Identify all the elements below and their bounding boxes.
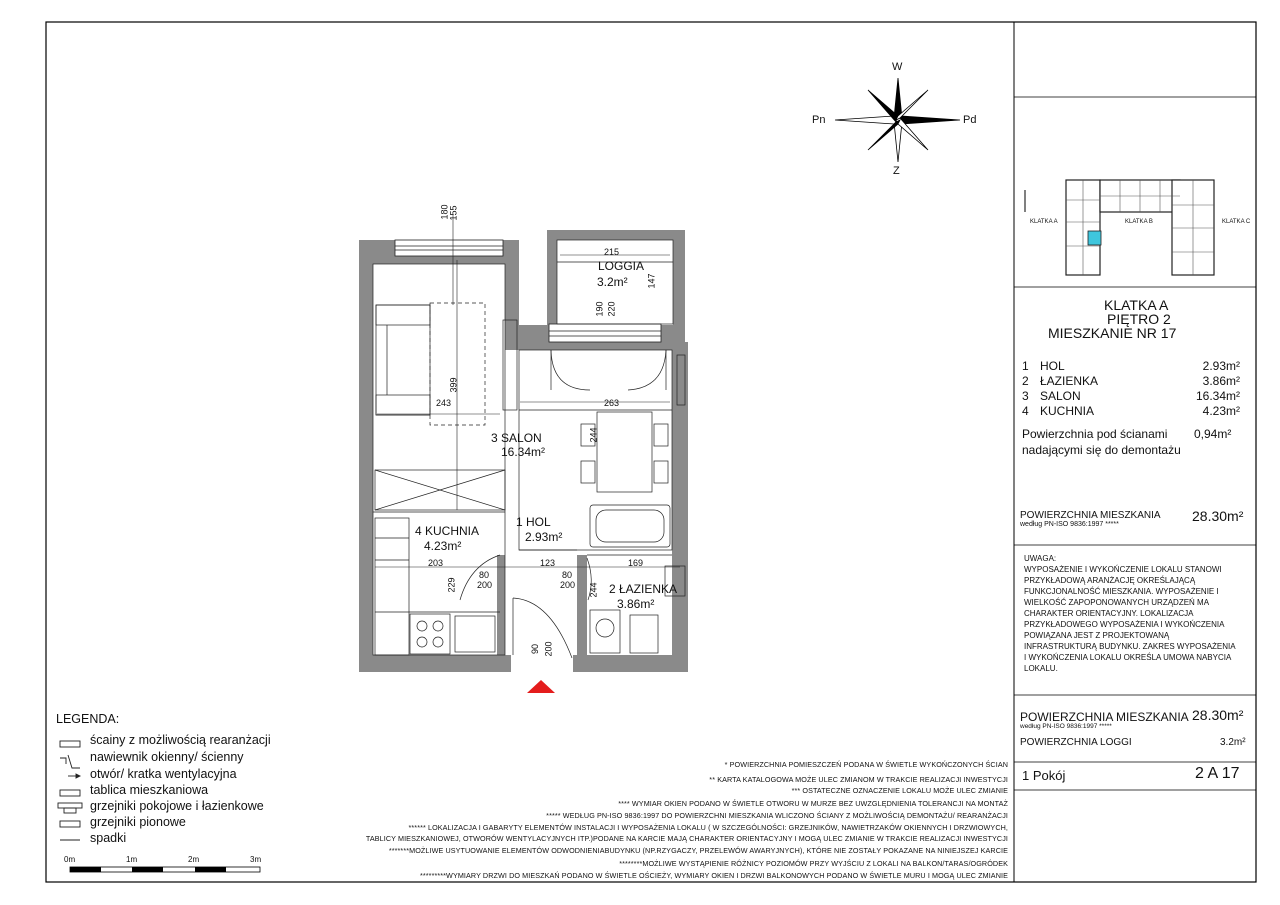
salon-area: 16.34m² — [501, 445, 546, 459]
dimension-label: 147 — [646, 273, 657, 289]
total2-standard: według PN-ISO 9836:1997 ***** — [1020, 723, 1112, 730]
dimension-label: 190 — [594, 301, 605, 317]
notice-line: PRZYKŁADOWEGO WYPOSAŻENIA I WYKOŃCZENIA — [1024, 620, 1225, 629]
loggia-name: LOGGIA — [598, 259, 645, 273]
notice-line: CHARAKTER ORIENTACYJNY. LOKALIZACJA — [1024, 609, 1194, 618]
stair-label: KLATKA A — [1104, 297, 1169, 313]
hall-name: 1 HOL — [516, 515, 551, 529]
footnote: ****** LOKALIZACJA I GABARYTY ELEMENTÓW INSTALACJI I WYPOSAŻENIA LOKALU ( W SZCZEGÓLNOŚCI: GRZEJNIKÓW, NAWIETRZAKÓW OKIENNYCH I DRZWIOWYCH, — [408, 823, 1008, 832]
key-plan-highlight — [1088, 231, 1101, 245]
dimension-label: 203 — [428, 558, 444, 568]
compass-east-label: Pd — [963, 114, 977, 126]
dimension-label: 80 — [479, 570, 490, 580]
legend-item: tablica mieszkaniowa — [90, 783, 209, 797]
footnote: ********MOŻLIWE WYSTĄPIENIE RÓŻNICY POZIOMÓW PRZY WYJŚCIU Z LOKALI NA BALKON/TARAS/OGRÓDEK — [619, 859, 1008, 868]
room-name: SALON — [1040, 389, 1081, 403]
room-number: 2 — [1022, 374, 1029, 388]
dimension-label: 180 — [439, 204, 450, 220]
room-count: 1 Pokój — [1022, 768, 1066, 783]
room-area: 4.23m² — [1202, 404, 1240, 418]
dimension-label: 399 — [448, 377, 459, 393]
walls-note-line2: nadającymi się do demontażu — [1022, 443, 1181, 457]
notice-line: POWIĄZANA JEST Z PROJEKTOWANĄ — [1024, 631, 1170, 640]
loggia-area-label: POWIERZCHNIA LOGGI — [1020, 737, 1132, 748]
kitchen-name: 4 KUCHNIA — [415, 524, 480, 538]
legend-item: otwór/ kratka wentylacyjna — [90, 767, 237, 781]
room-area: 2.93m² — [1202, 359, 1240, 373]
room-number: 1 — [1022, 359, 1029, 373]
room-area: 16.34m² — [1195, 389, 1240, 403]
dimension-label: 123 — [540, 558, 556, 568]
notice-line: LOKALU. — [1024, 664, 1058, 673]
key-plan-label-a: KLATKA A — [1030, 219, 1058, 225]
loggia-area-value: 3.2m² — [1220, 737, 1246, 748]
dimension-label: 229 — [446, 577, 457, 593]
footnote: **** WYMIAR OKIEN PODANO W ŚWIETLE OTWORU W MURZE BEZ UWZGLĘDNIENIA TOLERANCJI NA MONTAŻ — [618, 799, 1008, 808]
dimension-label: 155 — [448, 205, 459, 221]
notice-line: FUNKCJONALNOŚĆ MIESZKANIA. WYPOSAŻENIE I — [1024, 587, 1219, 596]
footnote: *********WYMIARY DRZWI DO MIESZKAŃ PODANO W ŚWIETLE OŚCIEŻY, WYMIARY OKIEN I DRZWI BALKONOWYCH PODANO W ŚWIETLE MURU I MOGĄ ULEC ZMIANIE — [419, 871, 1008, 880]
footnote: ***** WEDŁUG PN-ISO 9836:1997 DO POWIERZCHNI MIESZKANIA WLICZONO ŚCIANY Z MOŻLIWOŚCIĄ DEMONTAŻU/ REARANŻACJI — [546, 811, 1008, 820]
legend-symbols — [58, 741, 82, 840]
scale-label: 1m — [126, 855, 138, 864]
dimension-label: 220 — [606, 301, 617, 317]
notice-title: UWAGA: — [1024, 554, 1057, 563]
unit-code: 2 A 17 — [1195, 765, 1240, 782]
room-name: HOL — [1040, 359, 1065, 373]
footnote: TABLICY MIESZKANIOWEJ, OTWORÓW WENTYLACYJNYCH ITP.)PODANE NA KARCIE MAJĄ CHARAKTER ORIENTACYJNY I MOGĄ ULEC ZMIANIE W TRAKCIE REALIZACJI INWESTYCJI — [365, 834, 1008, 843]
room-number: 3 — [1022, 389, 1029, 403]
notice-line: WYPOSAŻENIE I WYKOŃCZENIE LOKALU STANOWI — [1024, 565, 1222, 574]
dimension-label: 200 — [543, 641, 554, 657]
bathroom-area: 3.86m² — [617, 597, 655, 611]
walls-note-line1: Powierzchnia pod ścianami — [1022, 427, 1168, 441]
notice-line: INFRASTRUKTURĄ BUDYNKU. ZAKRES WYPOSAŻENIA — [1024, 642, 1236, 651]
dimension-label: 244 — [588, 427, 599, 443]
dimension-label: 169 — [628, 558, 644, 568]
dimension-label: 263 — [604, 398, 620, 408]
key-plan-label-c: KLATKA C — [1222, 219, 1251, 225]
scale-label: 3m — [250, 855, 262, 864]
compass-north-label: W — [892, 61, 903, 73]
scale-bar — [70, 867, 260, 872]
total2-label: POWIERZCHNIA MIESZKANIA — [1020, 710, 1189, 724]
total-area-standard: według PN-ISO 9836:1997 ***** — [1020, 521, 1119, 528]
compass-west-label: Pn — [812, 114, 826, 126]
unit-label: MIESZKANIE NR 17 — [1048, 325, 1177, 341]
hall-area: 2.93m² — [525, 530, 563, 544]
bathroom-name: 2 ŁAZIENKA — [609, 582, 678, 596]
legend-item: ścainy z możliwością rearanżacji — [90, 733, 271, 747]
dimension-label: 200 — [560, 580, 576, 590]
footnote: *******MOŻLIWE USYTUOWANIE ELEMENTÓW ODWODNIENIABUDYNKU (NP.RZYGACZY, PRZELEWÓW AWARYJNYCH), KTÓRE NIE ZOSTAŁY POKAZANE NA NINIEJSZEJ KARCIE — [388, 846, 1008, 855]
dimension-label: 243 — [436, 398, 452, 408]
total2-value: 28.30m² — [1192, 707, 1244, 723]
dimension-label: 80 — [562, 570, 573, 580]
notice-line: WIELKOŚĆ ZAPOPONOWANYCH URZĄDZEŃ MA — [1024, 598, 1210, 607]
compass-south-label: Z — [893, 165, 900, 177]
scale-label: 2m — [188, 855, 200, 864]
dimension-label: 215 — [604, 247, 620, 257]
compass-rose-icon — [835, 78, 960, 162]
footnote: ** KARTA KATALOGOWA MOŻE ULEC ZMIANOM W TRAKCIE REALIZACJI INWESTYCJI — [709, 775, 1008, 784]
floor-label: PIĘTRO 2 — [1107, 311, 1171, 327]
total-area-value: 28.30m² — [1192, 508, 1244, 524]
dimension-label: 200 — [477, 580, 493, 590]
scale-label: 0m — [64, 855, 76, 864]
entrance-marker-icon — [527, 680, 555, 693]
legend-item: spadki — [90, 831, 127, 845]
legend-item: grzejniki pionowe — [90, 815, 186, 829]
key-plan-label-b: KLATKA B — [1125, 219, 1153, 225]
dimension-label: 90 — [530, 643, 541, 655]
notice-line: I WYKOŃCZENIA LOKALU OKREŚLA UMOWA NABYCIA — [1024, 653, 1232, 662]
notice-line: PRZYKŁADOWĄ ARANŻACJĘ OKREŚLAJĄCĄ — [1024, 576, 1196, 585]
key-plan-icon — [1025, 180, 1214, 275]
loggia-area: 3.2m² — [597, 275, 628, 289]
room-area: 3.86m² — [1202, 374, 1240, 388]
legend-item: grzejniki pokojowe i łazienkowe — [90, 799, 264, 813]
legend-item: nawiewnik okienny/ ścienny — [90, 750, 244, 764]
legend-title: LEGENDA: — [56, 712, 120, 726]
footnote: *** OSTATECZNE OZNACZENIE LOKALU MOŻE ULEC ZMIANIE — [791, 786, 1008, 795]
total-area-label: POWIERZCHNIA MIESZKANIA — [1020, 510, 1161, 521]
salon-name: 3 SALON — [491, 431, 542, 445]
room-name: KUCHNIA — [1040, 404, 1095, 418]
walls-note-value: 0,94m² — [1194, 427, 1232, 441]
kitchen-area: 4.23m² — [424, 539, 462, 553]
dimension-label: 244 — [588, 582, 599, 598]
room-number: 4 — [1022, 404, 1029, 418]
room-name: ŁAZIENKA — [1040, 374, 1099, 388]
footnote: * POWIERZCHNIA POMIESZCZEŃ PODANA W ŚWIETLE WYKOŃCZONYCH ŚCIAN — [724, 760, 1008, 769]
